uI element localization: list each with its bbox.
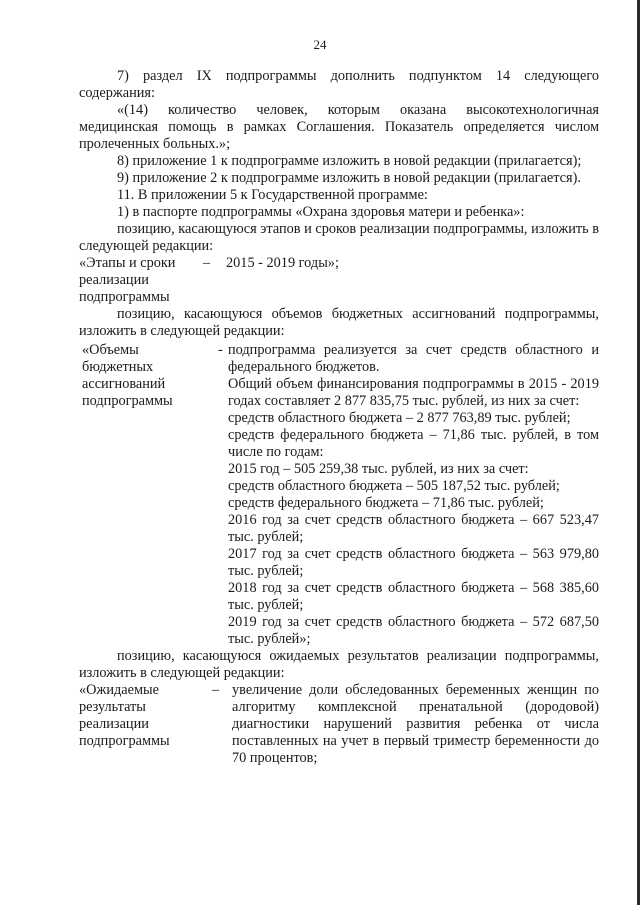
results-label: «Ожидаемые результаты реализации подпрограммы (79, 682, 170, 749)
paragraph: 8) приложение 1 к подпрограмме изложить в новой редакции (прилагается); (117, 153, 582, 169)
stages-label: «Этапы и сроки реализации подпрограммы (79, 255, 176, 305)
stages-dash: – (203, 255, 211, 271)
budget-line: 2019 год за счет средств областного бюджета – 572 687,50 тыс. рублей»; (228, 614, 599, 647)
results-dash: – (212, 682, 220, 698)
budget-value (228, 342, 599, 648)
results-table-row (79, 682, 599, 767)
paragraph: 1) в паспорте подпрограммы «Охрана здоровья матери и ребенка»: (117, 204, 525, 220)
paragraph: позицию, касающуюся объемов бюджетных ассигнований подпрограммы, изложить в следующей редакции: (79, 306, 599, 339)
paragraph: «(14) количество человек, которым оказана высокотехнологичная медицинская помощь в рамках Соглашения. Показатель определяется числом пролеченных больных.»; (79, 102, 599, 152)
budget-table-row (79, 342, 599, 648)
paragraph: позицию, касающуюся этапов и сроков реализации подпрограммы, изложить в следующей редакции: (79, 221, 599, 254)
stages-value: 2015 - 2019 годы»; (226, 255, 339, 271)
budget-line: подпрограмма реализуется за счет средств областного и федерального бюджетов. (228, 342, 599, 375)
budget-label: «Объемы бюджетных ассигнований подпрограммы (82, 342, 173, 409)
budget-line: 2016 год за счет средств областного бюджета – 667 523,47 тыс. рублей; (228, 512, 599, 545)
budget-line: средств федерального бюджета – 71,86 тыс. рублей, в том числе по годам: (228, 427, 599, 460)
paragraph: 11. В приложении 5 к Государственной программе: (117, 187, 428, 203)
paragraph: 7) раздел IX подпрограммы дополнить подпунктом 14 следующего содержания: (79, 68, 599, 101)
budget-line: 2015 год – 505 259,38 тыс. рублей, из них за счет: (228, 461, 529, 477)
budget-line: средств областного бюджета – 2 877 763,89 тыс. рублей; (228, 410, 571, 426)
page-number: 24 (313, 37, 327, 52)
budget-line: Общий объем финансирования подпрограммы в 2015 - 2019 годах составляет 2 877 835,75 тыс. рублей, из них за счет: (228, 376, 599, 409)
stages-table-row (79, 255, 599, 306)
budget-line: 2018 год за счет средств областного бюджета – 568 385,60 тыс. рублей; (228, 580, 599, 613)
budget-line: 2017 год за счет средств областного бюджета – 563 979,80 тыс. рублей; (228, 546, 599, 579)
paragraph: 9) приложение 2 к подпрограмме изложить в новой редакции (прилагается). (117, 170, 581, 186)
document-body (79, 68, 599, 767)
results-value: увеличение доли обследованных беременных женщин по алгоритму комплексной пренатальной (дородовой) диагностики нарушений развития ребенка от числа поставленных на учет в первый триместр беременности до 70 процентов; (232, 682, 599, 766)
budget-line: средств областного бюджета – 505 187,52 тыс. рублей; (228, 478, 560, 494)
budget-dash: - (218, 342, 223, 358)
paragraph: позицию, касающуюся ожидаемых результатов реализации подпрограммы, изложить в следующей редакции: (79, 648, 599, 681)
budget-line: средств федерального бюджета – 71,86 тыс. рублей; (228, 495, 544, 511)
